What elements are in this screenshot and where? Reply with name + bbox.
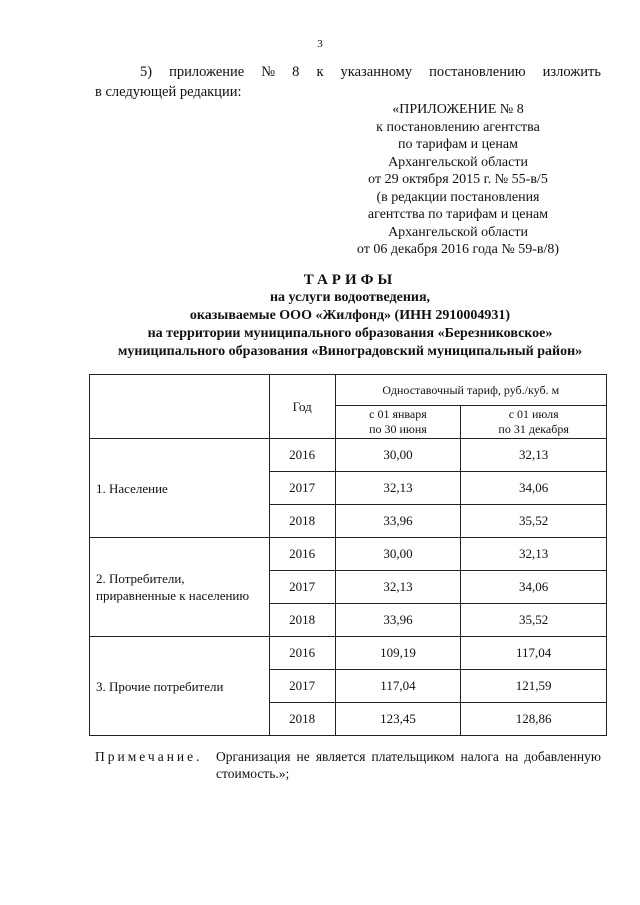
table-row [90,538,607,571]
header-period-2 [461,406,607,439]
year-cell: 2017 [269,670,335,703]
tariff-cell-2: 32,13 [461,439,607,472]
tariff-cell-1: 117,04 [335,670,461,703]
tariff-cell-1: 33,96 [335,505,461,538]
intro-word: изложить [542,64,601,80]
tariff-cell-2: 34,06 [461,472,607,505]
intro-word: постановлению [429,64,526,80]
tariff-table [89,374,607,736]
note-word: добавленную [524,749,601,764]
tariff-cell-1: 33,96 [335,604,461,637]
note-word: не [296,749,310,764]
year-cell: 2016 [269,637,335,670]
appendix-line: «ПРИЛОЖЕНИЕ № 8 [392,102,524,117]
category-label: 1. Население [96,480,168,496]
appendix-line: (в редакции постановления [376,189,540,205]
year-cell: 2017 [269,571,335,604]
appendix-line: от 29 октября 2015 г. № 55-в/5 [368,172,548,187]
tariff-cell-1: 123,45 [335,703,461,736]
period-1-line: по 30 июня [369,422,427,436]
intro-paragraph [95,62,601,102]
note-text [216,748,601,782]
appendix-header [318,101,598,259]
title-line: на услуги водоотведения, [269,290,431,305]
appendix-line: Архангельской области [388,224,528,240]
tariff-cell-2: 117,04 [461,637,607,670]
category-cell [90,637,270,736]
tariff-cell-2: 34,06 [461,571,607,604]
category-label: 3. Прочие потребители [96,678,224,694]
tariff-cell-2: 35,52 [461,505,607,538]
period-2-line: по 31 декабря [498,422,569,436]
tariff-cell-1: 109,19 [335,637,461,670]
intro-word: приложение [169,64,245,80]
category-label: 2. Потребители, [96,571,185,586]
header-year: Год [269,375,335,439]
tariff-cell-2: 121,59 [461,670,607,703]
intro-word: к [316,64,324,80]
document-title [60,271,640,361]
appendix-line: по тарифам и ценам [398,137,518,152]
year-cell: 2016 [269,439,335,472]
tariff-cell-2: 35,52 [461,604,607,637]
category-cell [90,439,270,538]
year-cell: 2018 [269,703,335,736]
tariff-cell-2: 32,13 [461,538,607,571]
year-cell: 2017 [269,472,335,505]
title-heading: ТАРИФЫ [303,272,397,288]
header-tariff: Одноставочный тариф, руб./куб. м [335,375,606,406]
tariff-cell-1: 32,13 [335,571,461,604]
intro-line-1 [95,62,601,82]
appendix-line: Архангельской области [388,154,528,170]
tariff-cell-2: 128,86 [461,703,607,736]
note-label: Примечание. [95,749,203,764]
year-cell: 2018 [269,604,335,637]
note-word: является [315,749,366,764]
appendix-line: агентства по тарифам и ценам [367,207,549,222]
period-1-line: с 01 января [369,407,427,421]
note-word: на [504,749,519,764]
note-paragraph [95,748,601,782]
table-row [90,637,607,670]
note-word: Организация [216,749,291,764]
appendix-line: от 06 декабря 2016 года № 59-в/8) [356,242,560,257]
note-line-1 [216,748,601,765]
title-line: муниципального образования «Виноградовский муниципальный район» [117,344,583,359]
intro-word: указанному [340,64,413,80]
category-label: приравненные к населению [96,588,250,603]
period-2-line: с 01 июля [508,407,559,421]
title-line: оказываемые ООО «Жилфонд» (ИНН 2910004931) [189,308,511,323]
tariff-cell-1: 30,00 [335,439,461,472]
table-header-row [90,375,607,406]
tariff-cell-1: 30,00 [335,538,461,571]
appendix-line: к постановлению агентства [376,119,540,135]
intro-word: 5) [140,64,153,80]
header-period-1 [335,406,461,439]
table-row [90,439,607,472]
note-word: плательщиком [371,749,455,764]
note-word: налога [460,749,499,764]
note-line-2: стоимость.»; [216,766,290,781]
intro-line-2: в следующей редакции: [95,84,242,100]
year-cell: 2016 [269,538,335,571]
intro-word: № [261,64,276,80]
year-cell: 2018 [269,505,335,538]
tariff-cell-1: 32,13 [335,472,461,505]
category-cell [90,538,270,637]
title-line: на территории муниципального образования «Березниковское» [147,326,553,341]
header-category-cell [90,375,270,439]
intro-word: 8 [292,64,300,80]
page-number: 3 [317,38,323,50]
